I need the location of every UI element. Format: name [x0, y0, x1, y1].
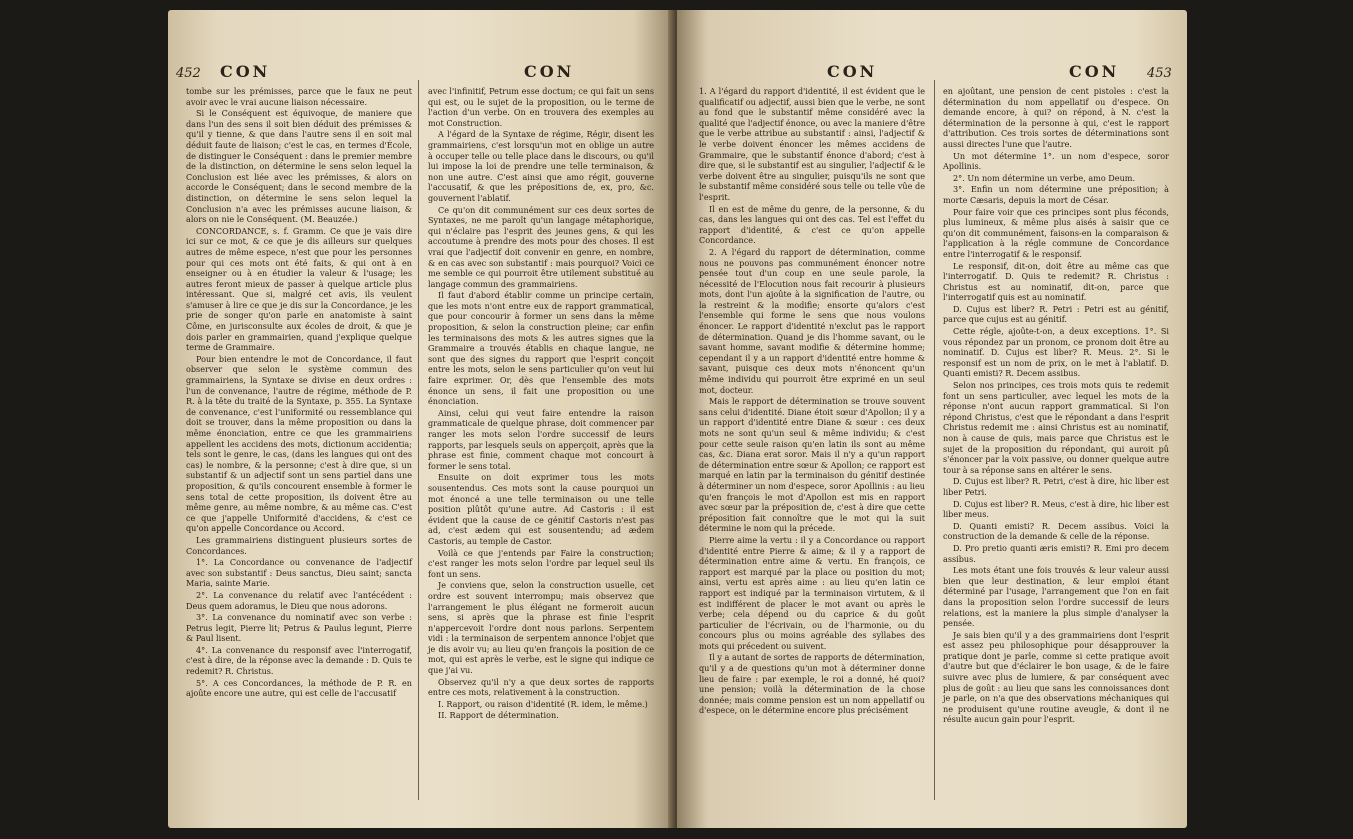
- paragraph: Je conviens que, selon la construction usuelle, cet ordre est souvent interrompu; mais observez que l'arrangement le plus élégant ne formeroit aucun sens, si après que la phrase est finie l'esprit n'appercevoit l'ordre dont nous parlons. Serpentem vidi : la terminaison de serpentem annonce l'objet que je dis avoir vu; au lieu qu'en françois la position de ce mot, qui est après le verbe, est le signe qui indique ce que j'ai vu.: [428, 580, 654, 676]
- paragraph: II. Rapport de détermination.: [438, 710, 559, 721]
- paragraph: 3°. Enfin un nom détermine une préposition; à morte Cæsaris, depuis la mort de César.: [943, 184, 1169, 205]
- paragraph: Il en est de même du genre, de la personne, & du cas, dans les langues qui ont des cas. Tel est l'effet du rapport d'identité, & c'est ce qu'on appelle Concordance.: [699, 203, 925, 246]
- right-page-headword-1: CON: [827, 62, 878, 81]
- paragraph: I. Rapport, ou raison d'identité (R. idem, le même.): [438, 698, 648, 709]
- paragraph: 3°. La convenance du nominatif avec son verbe : Petrus legit, Pierre lit; Petrus & Paulus legunt, Pierre & Paul lisent.: [186, 612, 412, 644]
- paragraph: 2°. La convenance du relatif avec l'antécédent : Deus quem adoramus, le Dieu que nous adorons.: [186, 589, 412, 611]
- paragraph: Un mot détermine 1°. un nom d'espece, soror Apollinis.: [943, 150, 1169, 172]
- paragraph: Pour faire voir que ces principes sont plus féconds, plus lumineux, & même plus aisés à saisir que ce qu'on dit communément, faisons-en la comparaison & l'application à la régle commune de Concordance entre l'interrogatif & le responsif.: [943, 206, 1169, 259]
- right-page-number: 453: [1147, 66, 1172, 81]
- right-page-headword-2: CON: [1069, 62, 1120, 81]
- paragraph: 2. A l'égard du rapport de détermination, comme nous ne pouvons pas communément énoncer notre pensée tout d'un coup en une seule parole, la nécessité de l'Elocution nous fait recourir à plusieurs mots, dont l'un ajoûte à la signification de l'autre, ou la restreint & la modifie; ensorte qu'alors c'est l'ensemble qui forme le sens que nous voulons énoncer. Le rapport d'identité n'exclut pas le rapport de détermination. Quand je dis l'homme savant, ou le savant homme, savant modifie & détermine homme; cependant il y a un rapport d'identité entre homme & savant, puisque ces deux mots n'énoncent qu'un même individu qui pourroit être exprimé en un seul mot, docteur.: [699, 246, 925, 395]
- paragraph: Les grammairiens distinguent plusieurs sortes de Concordances.: [186, 534, 412, 556]
- paragraph: D. Cujus est liber? R. Petri, c'est à dire, hic liber est liber Petri.: [943, 476, 1169, 497]
- paragraph: CONCORDANCE, s. f. Gramm. Ce que je vais dire ici sur ce mot, & ce que je dis ailleurs sur quelques autres de même espece, n'est que pour les personnes pour qui ces mots ont été faits, & qui ont à en enseigner ou à en étudier la valeur & l'usage; les autres feront mieux de passer à quelque article plus intéressant. Que si, malgré cet avis, ils veulent s'amuser à lire ce que je dis sur la Concordance, je les prie de songer qu'on parle en anatomiste à saint Côme, en jurisconsulte aux écoles de droit, & que je dois parler en grammairien, quand j'explique quelque terme de Grammaire.: [186, 225, 412, 353]
- paragraph: avec l'infinitif, Petrum esse doctum; ce qui fait un sens qui est, ou le sujet de la proposition, ou le terme de l'action d'un verbe. On en trouvera des exemples au mot Construction.: [428, 86, 654, 128]
- paragraph: Ensuite on doit exprimer tous les mots sousentendus. Ces mots sont la cause pourquoi un mot énoncé a une telle terminaison ou une telle position plûtôt qu'une autre. Ad Castoris : il est évident que la cause de ce génitif Castoris n'est pas ad, c'est ædem qui est sousentendu; ad ædem Castoris, au temple de Castor.: [428, 472, 654, 546]
- paragraph: Je sais bien qu'il y a des grammairiens dont l'esprit est assez peu philosophique pour désapprouver la pratique dont je parle, comme si cette pratique avoit d'autre but que d'éclairer le bon usage, & de le faire suivre avec plus de lumiere, & par conséquent avec plus de goût : au lieu que sans les connoissances dont je parle, on n'a que des observations méchaniques qui ne produisent qu'une routine aveugle, & dont il ne résulte aucun gain pour l'esprit.: [943, 629, 1169, 725]
- paragraph: 1. A l'égard du rapport d'identité, il est évident que le qualificatif ou adjectif, aussi bien que le verbe, ne sont au fond que le substantif même considéré avec la qualité que l'adjectif énonce, ou avec la maniere d'être que le verbe attribue au substantif : ainsi, l'adjectif & le verbe doivent énoncer les mêmes accidens de Grammaire, que le substantif énonce d'abord; c'est à dire que, si le substantif est au singulier, l'adjectif & le verbe doivent être au singulier, puisqu'ils ne sont que le substantif même considéré sous telle ou telle vûe de l'esprit.: [699, 86, 925, 202]
- right-column-rule: [934, 80, 935, 800]
- paragraph: 1°. La Concordance ou convenance de l'adjectif avec son substantif : Deus sanctus, Dieu saint; sancta Maria, sainte Marie.: [186, 557, 412, 589]
- paragraph: 4°. La convenance du responsif avec l'interrogatif, c'est à dire, de la réponse avec la demande : D. Quis te redemit? R. Christus.: [186, 644, 412, 677]
- left-column-rule: [418, 80, 419, 800]
- paragraph: en ajoûtant, une pension de cent pistoles : c'est la détermination du nom appellatif ou d'espece. On demande encore, à qui? on répond, à N. c'est la détermination de la personne à qui, c'est le rapport d'attribution. Ces trois sortes de déterminations sont aussi directes l'une que l'autre.: [943, 86, 1169, 149]
- left-page-column-2: [428, 86, 654, 722]
- paragraph: 2°. Un nom détermine un verbe, amo Deum.: [953, 172, 1136, 183]
- paragraph: Si le Conséquent est équivoque, de maniere que dans l'un des sens il soit bien déduit des prémisses & qu'il y tienne, & que dans l'autre sens il en soit mal déduit faute de liaison; c'est le cas, en termes d'École, de distinguer le Conséquent : dans le premier membre de la distinction, on détermine le sens selon lequel la Conclusion est liée avec les prémisses, & alors on accorde le Conséquent; dans le second membre de la distinction, on détermine le sens selon lequel la Conclusion n'a avec les prémisses aucune liaison, & alors on nie le Conséquent. (M. Beauzée.): [186, 108, 412, 225]
- paragraph: Il y a autant de sortes de rapports de détermination, qu'il y a de questions qu'un mot à déterminer donne lieu de faire : par exemple, le roi a donné, hé quoi? une pension; voilà la détermination de la chose donnée; mais comme pension est un nom appellatif ou d'espece, on le détermine encore plus précisément: [699, 652, 925, 716]
- paragraph: Voilà ce que j'entends par Faire la construction; c'est ranger les mots selon l'ordre par lequel seul ils font un sens.: [428, 547, 654, 579]
- paragraph: Il faut d'abord établir comme un principe certain, que les mots n'ont entre eux de rapport grammatical, que pour concourir à former un sens dans la même proposition, & selon la construction pleine; car enfin les terminaisons des mots & les autres signes que la Grammaire a trouvés établis en chaque langue, ne sont que des signes du rapport que l'esprit conçoit entre les mots, selon le sens particulier qu'on veut lui faire exprimer. Or, dès que l'ensemble des mots énonce un sens, il fait une proposition ou une énonciation.: [428, 290, 654, 407]
- right-page: [677, 10, 1187, 828]
- paragraph: D. Quanti emisti? R. Decem assibus. Voici la construction de la demande & celle de la réponse.: [943, 520, 1169, 542]
- right-page-column-1: [699, 86, 925, 717]
- paragraph: D. Cujus est liber? R. Meus, c'est à dire, hic liber est liber meus.: [943, 498, 1169, 520]
- paragraph: Pour bien entendre le mot de Concordance, il faut observer que selon le système commun des grammairiens, la Syntaxe se divise en deux ordres : l'un de convenance, l'autre de régime, méthode de P. R. à la tête du traité de la Syntaxe, p. 355. La Syntaxe de convenance, c'est l'uniformité ou ressemblance qui doit se trouver, dans la même proposition ou dans la même énonciation, entre ce que les grammairiens appellent les accidens des mots, dictionum accidentia; tels sont le genre, le cas, (dans les langues qui ont des cas) le nombre, & la personne; c'est à dire que, si un substantif & un adjectif sont un sens partiel dans une proposition, & qu'ils concourent ensemble à former le sens total de cette proposition, ils doivent être au même genre, au même nombre, & au même cas. C'est ce que j'appelle Uniformité d'accidens, & c'est ce qu'on appelle Concordance ou Accord.: [186, 353, 412, 534]
- paragraph: tombe sur les prémisses, parce que le faux ne peut avoir avec le vrai aucune liaison nécessaire.: [186, 86, 412, 107]
- paragraph: Ce qu'on dit communément sur ces deux sortes de Syntaxes, ne me paroît qu'un langage métaphorique, qui n'éclaire pas l'esprit des jeunes gens, & qui les accoutume à prendre des mots pour des choses. Il est vrai que l'adjectif doit convenir en genre, en nombre, & en cas avec son substantif : mais pourquoi? Voici ce me semble ce qui pourroit être utilement substitué au langage commun des grammairiens.: [428, 204, 654, 289]
- paragraph: Le responsif, dit-on, doit être au même cas que l'interrogatif. D. Quis te redemit? R. Christus : Christus est au nominatif, dit-on, parce que l'interrogatif quis est au nominatif.: [943, 260, 1169, 303]
- right-page-column-2: [943, 86, 1169, 726]
- paragraph: Ainsi, celui qui veut faire entendre la raison grammaticale de quelque phrase, doit commencer par ranger les mots selon l'ordre successif de leurs rapports, par lesquels seuls on apperçoit, après que la phrase est finie, comment chaque mot concourt à former le sens total.: [428, 407, 654, 471]
- paragraph: Les mots étant une fois trouvés & leur valeur aussi bien que leur destination, & leur emploi étant déterminé par l'usage, l'arrangement que l'on en fait dans la proposition selon l'ordre successif de leurs relations, est la maniere la plus simple d'analyser la pensée.: [943, 565, 1169, 629]
- paragraph: Mais le rapport de détermination se trouve souvent sans celui d'identité. Diane étoit sœur d'Apollon; il y a un rapport d'identité entre Diane & sœur : ces deux mots ne sont qu'un seul & même individu; & c'est pour cette seule raison qu'en latin ils sont au même cas, &c. Diana erat soror. Mais il n'y a qu'un rapport de détermination entre sœur & Apollon; ce rapport est marqué en latin par la terminaison du génitif destinée à déterminer un nom d'espece, soror Apollinis : au lieu qu'en françois le mot d'Apollon est mis en rapport avec sœur par la préposition de, c'est à dire que cette préposition fait connoître que le mot qui la suit détermine le nom qui la précede.: [699, 396, 925, 534]
- paragraph: 5°. A ces Concordances, la méthode de P. R. en ajoûte encore une autre, qui est celle de l'accusatif: [186, 677, 412, 699]
- paragraph: A l'égard de la Syntaxe de régime, Régir, disent les grammairiens, c'est lorsqu'un mot en oblige un autre à occuper telle ou telle place dans le discours, ou qu'il lui impose la loi de prendre une telle terminaison, & non une autre. C'est ainsi que amo régit, gouverne l'accusatif, & que les prépositions de, ex, pro, &c. gouvernent l'ablatif.: [428, 129, 654, 203]
- left-page-number: 452: [176, 66, 201, 81]
- paragraph: D. Pro pretio quanti æris emisti? R. Emi pro decem assibus.: [943, 542, 1169, 564]
- left-page: [168, 10, 674, 828]
- paragraph: Pierre aime la vertu : il y a Concordance ou rapport d'identité entre Pierre & aime; & il y a rapport de détermination entre aime & vertu. En françois, ce rapport est marqué par la place ou position du mot; ainsi, vertu est après aime : au lieu qu'en latin ce rapport est indiqué par la terminaison virtutem, & il est indifférent de placer le mot avant ou après le verbe; cela dépend ou du caprice & du goût particulier de l'écrivain, ou de l'harmonie, ou du concours plus ou moins agréable des syllabes des mots qui précedent ou suivent.: [699, 534, 925, 651]
- paragraph: D. Cujus est liber? R. Petri : Petri est au génitif, parce que cujus est au génitif.: [943, 303, 1169, 325]
- left-page-headword-1: CON: [220, 62, 271, 81]
- paragraph: Cette régle, ajoûte-t-on, a deux exceptions. 1°. Si vous répondez par un pronom, ce pronom doit être au nominatif. D. Cujus est liber? R. Meus. 2°. Si le responsif est un nom de prix, on le met à l'ablatif. D. Quanti emisti? R. Decem assibus.: [943, 326, 1169, 379]
- paragraph: Selon nos principes, ces trois mots quis te redemit font un sens particulier, avec lequel les mots de la réponse n'ont aucun rapport grammatical. Si l'on répond Christus, c'est que le répondant a dans l'esprit Christus redemit me : ainsi Christus est au nominatif, non à cause de quis, mais parce que Christus est le sujet de la proposition du répondant, qui auroit pû s'énoncer par la voix passive, ou donner quelque autre tour à sa réponse sans en altérer le sens.: [943, 380, 1169, 475]
- left-page-headword-2: CON: [524, 62, 575, 81]
- left-page-column-1: [186, 86, 412, 700]
- paragraph: Observez qu'il n'y a que deux sortes de rapports entre ces mots, relativement à la construction.: [428, 676, 654, 698]
